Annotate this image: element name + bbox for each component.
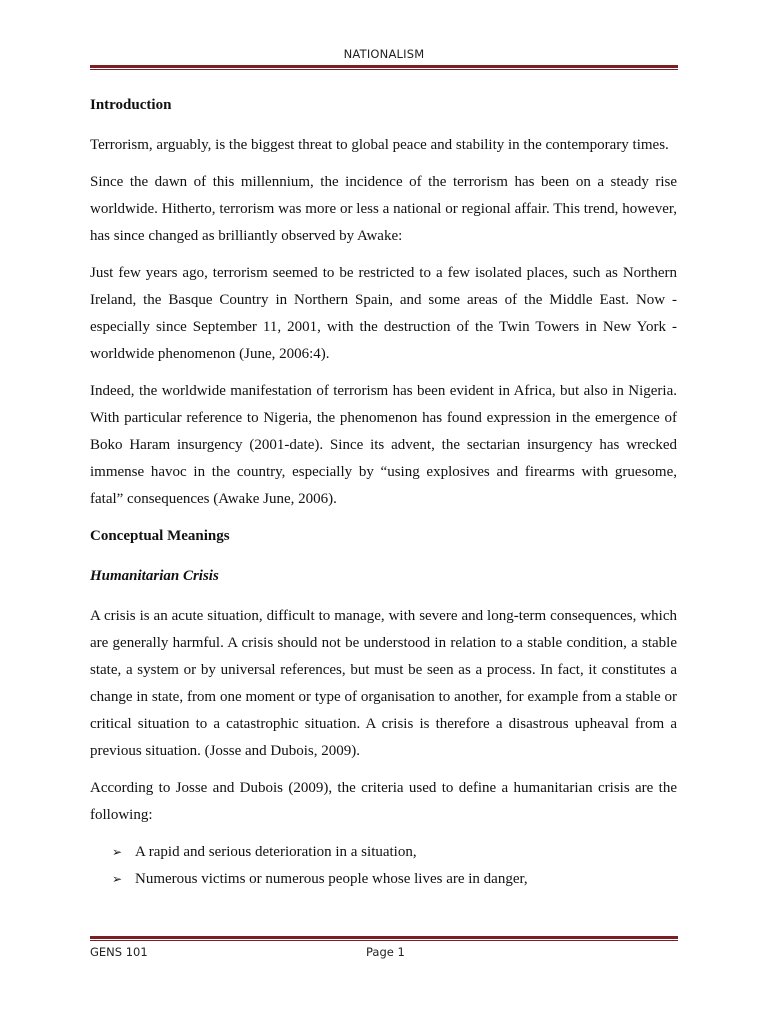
heading-introduction: Introduction xyxy=(90,97,172,113)
header-rule-thin xyxy=(90,69,678,70)
header-rule xyxy=(90,65,678,70)
paragraph-quote-awake: Just few years ago, terrorism seemed to be restricted to a few isolated places, such as Northern Ireland, the Basque Country in Northern Spain, and some areas of the Middle East. Now - especially since September 11, 2001, with the destruction of the Twin Towers in New York - worldwide phenomenon (June, 2006:4). xyxy=(90,265,677,362)
heading-conceptual-meanings: Conceptual Meanings xyxy=(90,528,230,544)
criteria-list xyxy=(90,839,677,893)
arrow-bullet-icon: ➢ xyxy=(112,872,123,886)
paragraph-terrorism-threat: Terrorism, arguably, is the biggest threat to global peace and stability in the contemporary times. xyxy=(90,137,669,153)
footer-rule-thin xyxy=(90,940,678,941)
document-body xyxy=(90,92,677,893)
arrow-bullet-icon: ➢ xyxy=(112,845,123,859)
footer-rule xyxy=(90,936,678,941)
footer-course: GENS 101 xyxy=(90,945,148,959)
list-item xyxy=(112,866,677,893)
list-item-text: Numerous victims or numerous people whose lives are in danger, xyxy=(135,871,528,887)
paragraph-millennium: Since the dawn of this millennium, the incidence of the terrorism has been on a steady rise worldwide. Hitherto, terrorism was more or less a national or regional affair. This trend, however, has since changed as brilliantly observed by Awake: xyxy=(90,174,677,244)
footer-rule-thick xyxy=(90,936,678,939)
list-item xyxy=(112,839,677,866)
paragraph-crisis-definition: A crisis is an acute situation, difficult to manage, with severe and long-term consequences, which are generally harmful. A crisis should not be understood in relation to a stable condition, a stable state, a system or by universal references, but must be seen as a process. In fact, it constitutes a change in state, from one moment or type of organisation to another, for example from a stable or critical situation to a catastrophic situation. A crisis is therefore a disastrous upheaval from a previous situation. (Josse and Dubois, 2009). xyxy=(90,608,677,759)
footer-page-number: Page 1 xyxy=(366,945,405,959)
paragraph-nigeria: Indeed, the worldwide manifestation of terrorism has been evident in Africa, but also in Nigeria. With particular reference to Nigeria, the phenomenon has found expression in the emergence of Boko Haram insurgency (2001-date). Since its advent, the sectarian insurgency has wrecked immense havoc in the country, especially by “using explosives and firearms with gruesome, fatal” consequences (Awake June, 2006). xyxy=(90,383,677,507)
header-title: NATIONALISM xyxy=(343,47,425,61)
subheading-humanitarian-crisis: Humanitarian Crisis xyxy=(90,568,219,584)
paragraph-criteria-intro: According to Josse and Dubois (2009), the criteria used to define a humanitarian crisis are the following: xyxy=(90,780,677,823)
header-rule-thick xyxy=(90,65,678,68)
list-item-text: A rapid and serious deterioration in a situation, xyxy=(135,844,417,860)
